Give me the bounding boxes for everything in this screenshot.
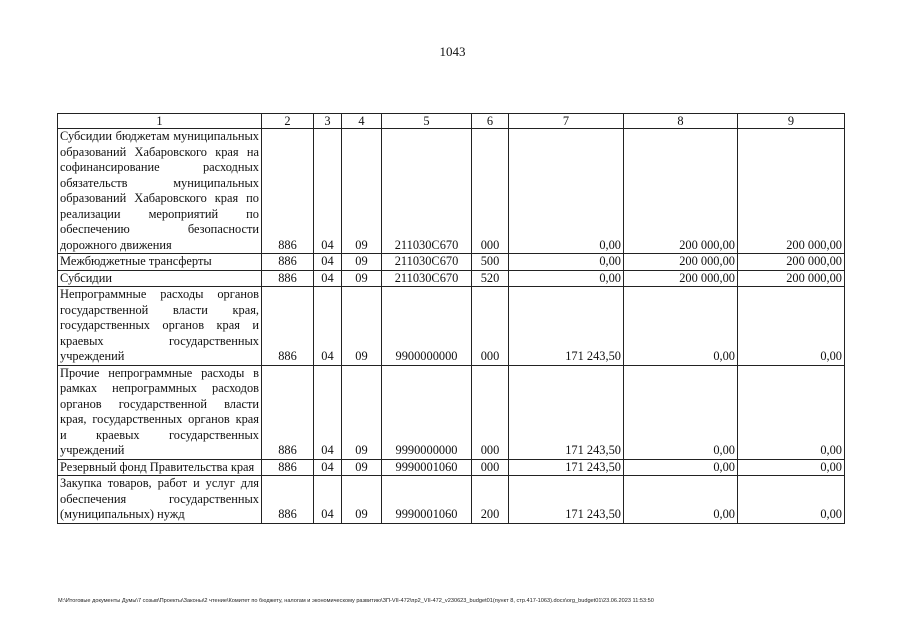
cell-subsection: 09 [342,270,382,287]
table-row [58,476,845,524]
row-name: Резервный фонд Правительства края [58,459,262,476]
row-name: Закупка товаров, работ и услуг для обеспечения государственных (муниципальных) нужд [58,476,262,524]
cell-code: 886 [262,365,314,459]
row-name: Межбюджетные трансферты [58,254,262,271]
cell-section: 04 [314,270,342,287]
cell-subsection: 09 [342,287,382,366]
row-name: Субсидии [58,270,262,287]
cell-amount-9: 0,00 [738,287,845,366]
row-name: Субсидии бюджетам муниципальных образований Хабаровского края на софинансирование расходных обязательств муниципальных образований Хабаровского края по реализации мероприятий по обеспечению безопасности дорожного движения [58,129,262,254]
column-header: 7 [509,114,624,129]
cell-expense-type: 000 [472,129,509,254]
cell-subsection: 09 [342,129,382,254]
cell-amount-7: 0,00 [509,254,624,271]
table-row [58,459,845,476]
cell-expense-type: 000 [472,365,509,459]
table-row [58,287,845,366]
cell-amount-8: 0,00 [624,459,738,476]
column-header: 2 [262,114,314,129]
cell-expense-type: 000 [472,459,509,476]
table-row [58,129,845,254]
cell-section: 04 [314,459,342,476]
cell-target: 9900000000 [382,287,472,366]
column-header: 4 [342,114,382,129]
cell-amount-8: 200 000,00 [624,270,738,287]
cell-amount-8: 0,00 [624,365,738,459]
cell-code: 886 [262,459,314,476]
cell-code: 886 [262,254,314,271]
table-row [58,365,845,459]
cell-amount-8: 200 000,00 [624,254,738,271]
cell-subsection: 09 [342,476,382,524]
cell-amount-9: 200 000,00 [738,270,845,287]
cell-code: 886 [262,129,314,254]
cell-amount-8: 0,00 [624,476,738,524]
column-header: 3 [314,114,342,129]
row-name: Прочие непрограммные расходы в рамках непрограммных расходов органов государственной власти края, государственных органов края и краевых государственных учреждений [58,365,262,459]
cell-target: 9990001060 [382,476,472,524]
table-row [58,270,845,287]
cell-code: 886 [262,287,314,366]
cell-amount-7: 171 243,50 [509,476,624,524]
column-header: 1 [58,114,262,129]
cell-section: 04 [314,476,342,524]
cell-section: 04 [314,287,342,366]
cell-code: 886 [262,270,314,287]
cell-code: 886 [262,476,314,524]
cell-subsection: 09 [342,254,382,271]
row-name: Непрограммные расходы органов государственной власти края, государственных органов края и краевых государственных учреждений [58,287,262,366]
budget-table [57,113,845,524]
column-header: 8 [624,114,738,129]
table-header-row [58,114,845,129]
cell-target: 211030С670 [382,270,472,287]
cell-section: 04 [314,254,342,271]
cell-amount-8: 0,00 [624,287,738,366]
cell-target: 211030С670 [382,129,472,254]
document-path-footer: M:\Итоговые документы Думы\7 созыв\Проекты\Законы\2 чтение\Комитет по бюджету, налогам и экономическому развитию\ЗП-VII-472\пр2_VII-472_v230623_budget01(пункт 8, стр.417-1063).docx\org_budget01\23.06.2023 11:53:50 [58,598,654,604]
cell-amount-7: 171 243,50 [509,459,624,476]
cell-amount-9: 0,00 [738,476,845,524]
cell-amount-7: 0,00 [509,270,624,287]
cell-expense-type: 500 [472,254,509,271]
cell-expense-type: 520 [472,270,509,287]
cell-amount-9: 0,00 [738,365,845,459]
column-header: 5 [382,114,472,129]
column-header: 9 [738,114,845,129]
cell-amount-9: 200 000,00 [738,254,845,271]
cell-subsection: 09 [342,459,382,476]
cell-section: 04 [314,365,342,459]
cell-target: 9990000000 [382,365,472,459]
cell-amount-9: 200 000,00 [738,129,845,254]
cell-amount-8: 200 000,00 [624,129,738,254]
cell-subsection: 09 [342,365,382,459]
cell-target: 211030С670 [382,254,472,271]
table-row [58,254,845,271]
cell-section: 04 [314,129,342,254]
cell-amount-7: 171 243,50 [509,287,624,366]
cell-target: 9990001060 [382,459,472,476]
cell-amount-7: 0,00 [509,129,624,254]
cell-expense-type: 000 [472,287,509,366]
cell-amount-9: 0,00 [738,459,845,476]
cell-expense-type: 200 [472,476,509,524]
column-header: 6 [472,114,509,129]
page-number: 1043 [439,44,466,59]
cell-amount-7: 171 243,50 [509,365,624,459]
